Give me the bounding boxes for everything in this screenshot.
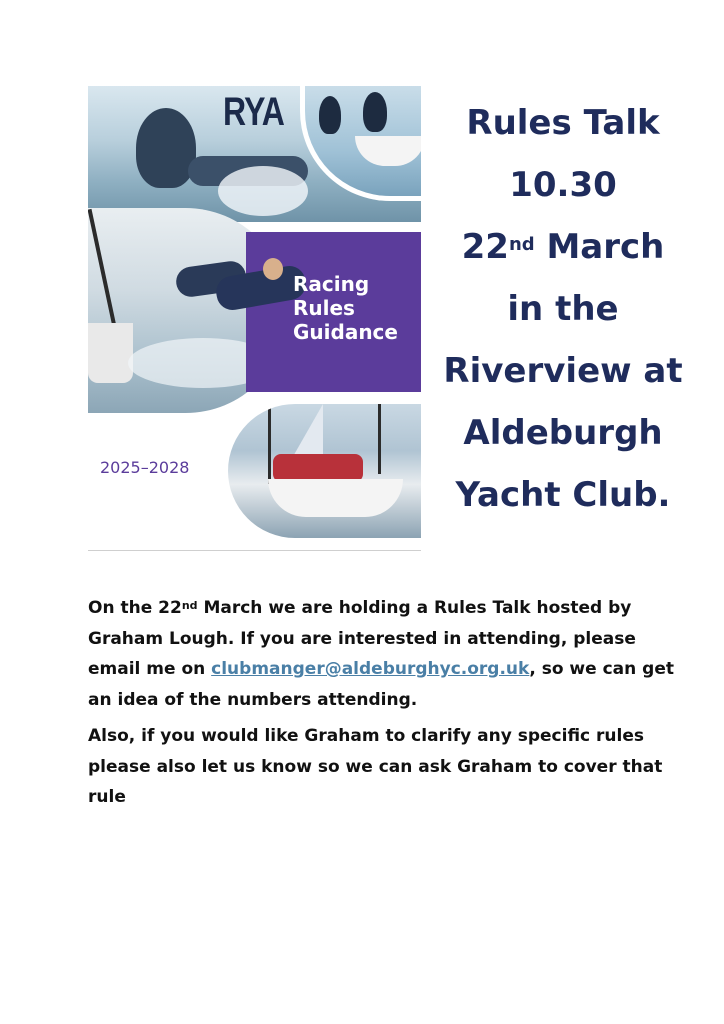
cover-title-line: Guidance — [293, 320, 398, 344]
cover-title-line: Racing — [293, 272, 370, 296]
heading-line: in the — [507, 289, 619, 329]
spray — [218, 166, 308, 216]
mast — [378, 404, 381, 474]
paragraph-date-suffix: nd — [181, 599, 198, 612]
boat-hull — [88, 323, 133, 383]
cover-title-line: Rules — [293, 296, 355, 320]
sailor-figure — [136, 108, 196, 188]
sailor-figure — [363, 92, 387, 132]
body-text — [88, 593, 678, 819]
heading-line: Yacht Club. — [455, 475, 671, 515]
heading-date-month: March — [534, 227, 665, 267]
sailing-photo-bottom — [228, 404, 421, 538]
rules-guidance-cover — [88, 86, 421, 538]
paragraph-text: , so we can get an idea of the numbers attending. — [88, 659, 674, 710]
sailor-head — [263, 258, 283, 280]
paragraph-text: On the 22 — [88, 598, 182, 618]
heading-line: Rules Talk — [466, 103, 660, 143]
heading-line: Aldeburgh — [463, 413, 663, 453]
crew — [273, 454, 363, 482]
paragraph-rules-request: Also, if you would like Graham to clarify any specific rules please also let us know so we can ask Graham to cover that rule — [88, 726, 663, 807]
mast — [88, 209, 116, 327]
mast — [268, 404, 271, 484]
paragraph-invitation — [88, 593, 678, 715]
rya-logo: RYA — [223, 90, 285, 134]
boat-hull — [268, 479, 403, 517]
cover-title — [293, 272, 398, 344]
heading-date — [438, 216, 688, 278]
cover-divider — [88, 550, 421, 551]
heading-date-suffix: nd — [508, 234, 535, 255]
cover-years: 2025–2028 — [100, 458, 190, 477]
heading-line: 10.30 — [509, 165, 617, 205]
email-link[interactable]: clubmanger@aldeburghyc.org.uk — [211, 659, 530, 679]
boat-hull — [355, 136, 421, 166]
heading-date-day: 22 — [461, 227, 509, 267]
heading-line: Riverview at — [443, 351, 683, 391]
sailor-figure — [319, 96, 341, 134]
event-heading — [438, 92, 688, 526]
paragraph-text: March we are holding a Rules Talk hosted by Graham Lough. If you are interested in attending, please email me on — [88, 598, 636, 679]
